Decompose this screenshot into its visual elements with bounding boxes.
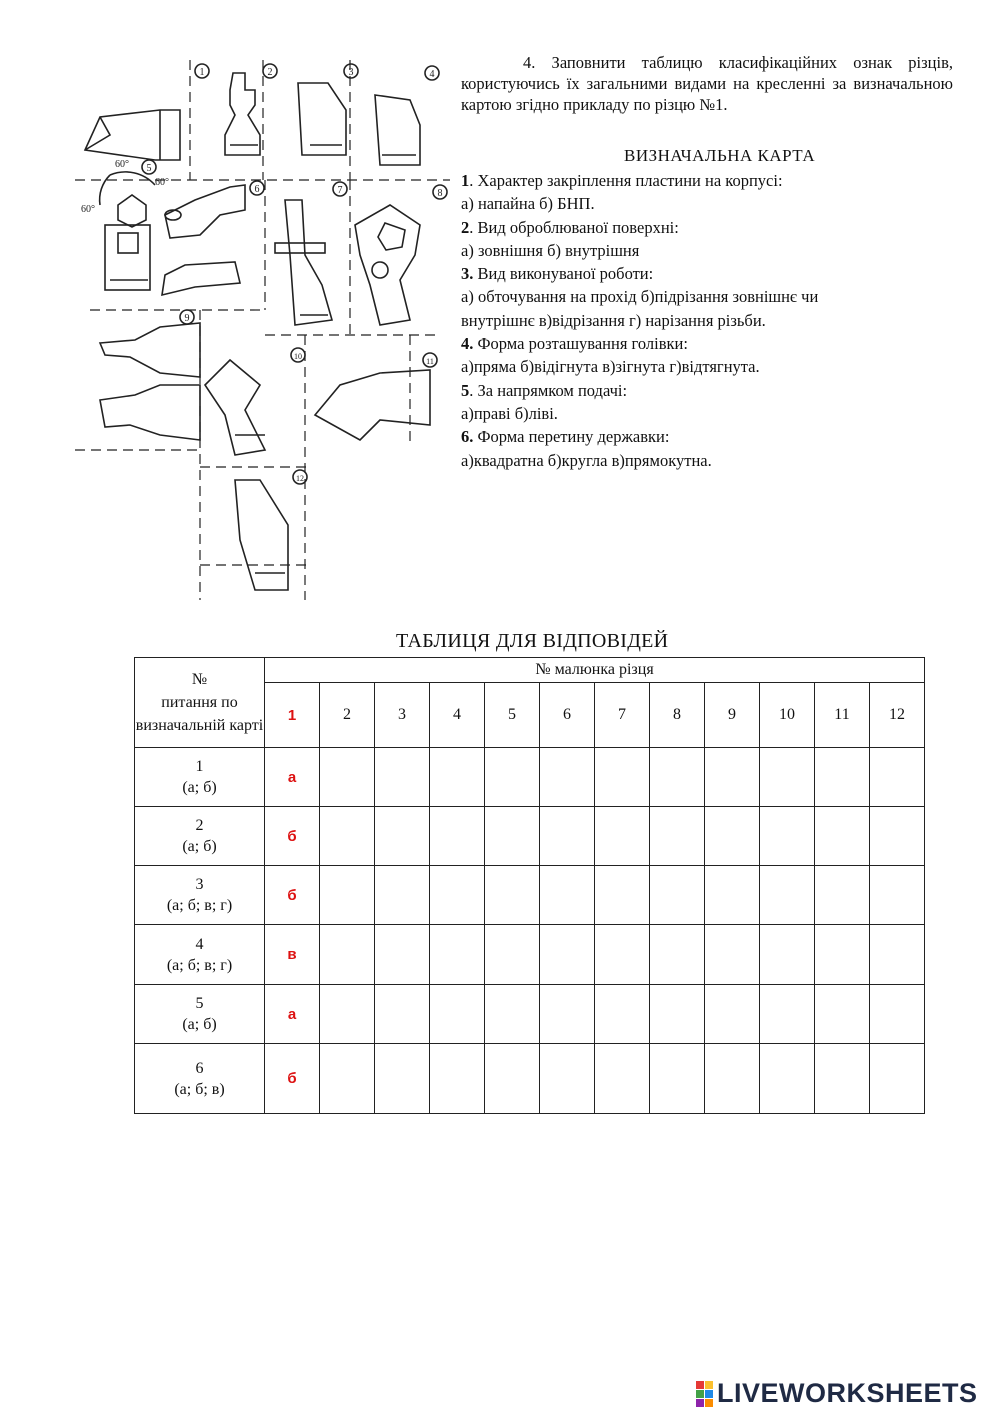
question-cell <box>135 807 265 866</box>
question-6-options: а)квадратна б)кругла в)прямокутна. <box>461 450 712 470</box>
table-row <box>135 807 925 866</box>
answer-table <box>134 657 925 1114</box>
answer-cell[interactable] <box>540 866 595 925</box>
logo-square <box>705 1399 713 1407</box>
drawing-label-4: 4 <box>429 69 435 80</box>
tool-column-header-7: 7 <box>595 683 650 748</box>
logo-square <box>696 1390 704 1398</box>
answer-cell[interactable] <box>485 807 540 866</box>
answer-cell-example: б <box>265 866 320 925</box>
answer-cell[interactable] <box>485 866 540 925</box>
tool-column-header-1: 1 <box>265 683 320 748</box>
question-number: 6 <box>195 1059 204 1077</box>
question-options: (а; б) <box>182 1016 217 1033</box>
answer-cell[interactable] <box>430 985 485 1044</box>
question-5: 5. За напрямком подачі: <box>461 380 628 400</box>
question-1: 1. Характер закріплення пластини на корпусі: <box>461 171 783 190</box>
answer-cell[interactable] <box>595 1044 650 1114</box>
answer-cell[interactable] <box>760 807 815 866</box>
liveworksheets-logo-icon <box>696 1381 713 1407</box>
question-1-options: а) напайна б) БНП. <box>461 194 595 214</box>
drawing-label-1: 1 <box>199 67 205 78</box>
answer-cell[interactable] <box>485 748 540 807</box>
answer-cell[interactable] <box>815 807 870 866</box>
answer-cell[interactable] <box>595 807 650 866</box>
answer-cell[interactable] <box>595 748 650 807</box>
drawing-angle-1: 60° <box>115 159 129 170</box>
answer-cell[interactable] <box>540 1044 595 1114</box>
answer-cell[interactable] <box>815 866 870 925</box>
answer-cell-example: в <box>265 925 320 985</box>
tool-column-header-9: 9 <box>705 683 760 748</box>
tool-column-header-2: 2 <box>320 683 375 748</box>
answer-cell-example: а <box>265 985 320 1044</box>
question-options: (а; б; в; г) <box>166 956 233 974</box>
question-2-options: а) зовнішня б) внутрішня <box>461 240 640 260</box>
question-5-options: а)праві б)ліві. <box>461 403 558 423</box>
question-2: 2. Вид оброблюваної поверхні: <box>461 217 679 237</box>
drawing-label-6: 6 <box>254 184 260 195</box>
answer-cell[interactable] <box>870 807 925 866</box>
answer-cell[interactable] <box>375 985 430 1044</box>
table-row <box>135 748 925 807</box>
answer-cell[interactable] <box>540 985 595 1044</box>
answer-cell[interactable] <box>485 1044 540 1114</box>
answer-cell[interactable] <box>430 807 485 866</box>
table-row <box>135 925 925 985</box>
question-3: 3. Вид виконуваної роботи: <box>461 264 654 284</box>
drawing-label-3: 3 <box>348 67 354 78</box>
question-3-options-line2: внутрішнє в)відрізання г) нарізання різьби. <box>461 310 766 330</box>
question-3-options-line1: а) обточування на прохід б)підрізання зовнішнє чи <box>461 287 819 307</box>
answer-cell[interactable] <box>375 807 430 866</box>
answer-cell[interactable] <box>485 985 540 1044</box>
question-cell <box>135 985 265 1044</box>
answer-cell[interactable] <box>815 925 870 985</box>
answer-cell[interactable] <box>320 807 375 866</box>
answer-cell[interactable] <box>760 985 815 1044</box>
drawing-label-5: 5 <box>146 163 152 174</box>
answer-cell[interactable] <box>430 866 485 925</box>
answer-cell[interactable] <box>375 748 430 807</box>
answer-cell[interactable] <box>320 748 375 807</box>
tool-column-header-10: 10 <box>760 683 815 748</box>
answer-cell[interactable] <box>595 866 650 925</box>
answer-cell[interactable] <box>870 748 925 807</box>
table-row <box>135 1044 925 1114</box>
tool-column-header-8: 8 <box>650 683 705 748</box>
question-number: 3 <box>195 876 204 893</box>
answer-cell[interactable] <box>705 985 760 1044</box>
tool-number-group-header: № малюнка різця <box>265 658 925 683</box>
card-title: ВИЗНАЧАЛЬНА КАРТА <box>624 146 816 165</box>
answer-cell[interactable] <box>650 1044 705 1114</box>
answer-cell[interactable] <box>815 748 870 807</box>
answer-cell[interactable] <box>540 925 595 985</box>
answer-cell[interactable] <box>540 748 595 807</box>
answer-cell[interactable] <box>760 748 815 807</box>
question-cell <box>135 925 265 985</box>
task-paragraph: 4. Заповнити таблицю класифікаційних ознак різців, користуючись їх загальними видами на кресленні за визначальною картою згідно прикладу по різцю №1. <box>461 53 953 114</box>
table-row <box>135 866 925 925</box>
answer-cell[interactable] <box>870 866 925 925</box>
question-4: 4. Форма розташування голівки: <box>461 334 688 354</box>
table-row <box>135 985 925 1044</box>
logo-square <box>705 1390 713 1398</box>
question-cell <box>135 1044 265 1114</box>
answer-cell[interactable] <box>320 1044 375 1114</box>
answer-cell[interactable] <box>650 925 705 985</box>
question-number: 1 <box>195 758 204 775</box>
answer-cell[interactable] <box>870 985 925 1044</box>
tool-column-header-11: 11 <box>815 683 870 748</box>
logo-square <box>696 1381 704 1389</box>
answer-cell[interactable] <box>705 925 760 985</box>
drawing-label-10: 10 <box>294 352 302 361</box>
answer-cell[interactable] <box>595 925 650 985</box>
answer-cell[interactable] <box>375 925 430 985</box>
drawing-angle-2: 60° <box>155 177 169 188</box>
answer-cell[interactable] <box>430 925 485 985</box>
answer-cell[interactable] <box>815 1044 870 1114</box>
answer-cell[interactable] <box>485 925 540 985</box>
answer-cell-example: б <box>265 1044 320 1114</box>
answer-cell[interactable] <box>760 1044 815 1114</box>
logo-square <box>696 1399 704 1407</box>
liveworksheets-logo-text: LIVEWORKSHEETS <box>717 1378 978 1408</box>
answer-table-title: ТАБЛИЦЯ ДЛЯ ВІДПОВІДЕЙ <box>396 630 669 652</box>
answer-cell[interactable] <box>705 748 760 807</box>
question-4-options: а)пряма б)відігнута в)зігнута г)відтягнута. <box>461 357 760 377</box>
answer-cell[interactable] <box>430 1044 485 1114</box>
answer-cell[interactable] <box>595 985 650 1044</box>
tool-column-header-6: 6 <box>540 683 595 748</box>
answer-cell[interactable] <box>320 866 375 925</box>
answer-cell[interactable] <box>375 866 430 925</box>
question-number: 2 <box>195 817 204 834</box>
answer-cell[interactable] <box>320 985 375 1044</box>
answer-cell[interactable] <box>650 807 705 866</box>
question-number: 4 <box>195 935 204 953</box>
drawing-angle-3: 60° <box>81 204 95 215</box>
answer-cell[interactable] <box>375 1044 430 1114</box>
answer-cell[interactable] <box>705 866 760 925</box>
answer-cell-example: б <box>265 807 320 866</box>
drawing-label-12: 12 <box>296 474 304 483</box>
answer-cell[interactable] <box>650 985 705 1044</box>
drawing-label-9: 9 <box>184 313 190 324</box>
drawing-label-2: 2 <box>267 67 273 78</box>
answer-cell[interactable] <box>870 1044 925 1114</box>
answer-cell[interactable] <box>430 748 485 807</box>
cutting-tools-drawing <box>70 55 455 600</box>
answer-cell[interactable] <box>705 1044 760 1114</box>
question-column-header: № питання по визначальній карті <box>135 658 265 748</box>
task-instructions <box>461 52 953 115</box>
answer-cell[interactable] <box>760 925 815 985</box>
answer-cell-example: а <box>265 748 320 807</box>
answer-cell[interactable] <box>815 985 870 1044</box>
tool-column-header-12: 12 <box>870 683 925 748</box>
answer-cell[interactable] <box>760 866 815 925</box>
definition-card <box>461 169 953 472</box>
tool-column-header-3: 3 <box>375 683 430 748</box>
question-cell <box>135 748 265 807</box>
answer-cell[interactable] <box>540 807 595 866</box>
question-options: (а; б) <box>182 838 217 855</box>
tool-column-header-5: 5 <box>485 683 540 748</box>
answer-cell[interactable] <box>650 748 705 807</box>
answer-cell[interactable] <box>650 866 705 925</box>
answer-cell[interactable] <box>870 925 925 985</box>
question-cell <box>135 866 265 925</box>
question-options: (а; б; в) <box>174 1080 225 1098</box>
answer-cell[interactable] <box>320 925 375 985</box>
question-options: (а; б; в; г) <box>166 897 233 914</box>
drawing-label-11: 11 <box>426 357 434 366</box>
answer-cell[interactable] <box>705 807 760 866</box>
drawing-label-7: 7 <box>337 185 343 196</box>
drawing-label-8: 8 <box>437 188 443 199</box>
logo-square <box>705 1381 713 1389</box>
question-6: 6. Форма перетину державки: <box>461 427 670 447</box>
tool-column-header-4: 4 <box>430 683 485 748</box>
liveworksheets-logo <box>696 1378 978 1409</box>
question-number: 5 <box>195 995 204 1012</box>
question-options: (а; б) <box>182 779 217 796</box>
